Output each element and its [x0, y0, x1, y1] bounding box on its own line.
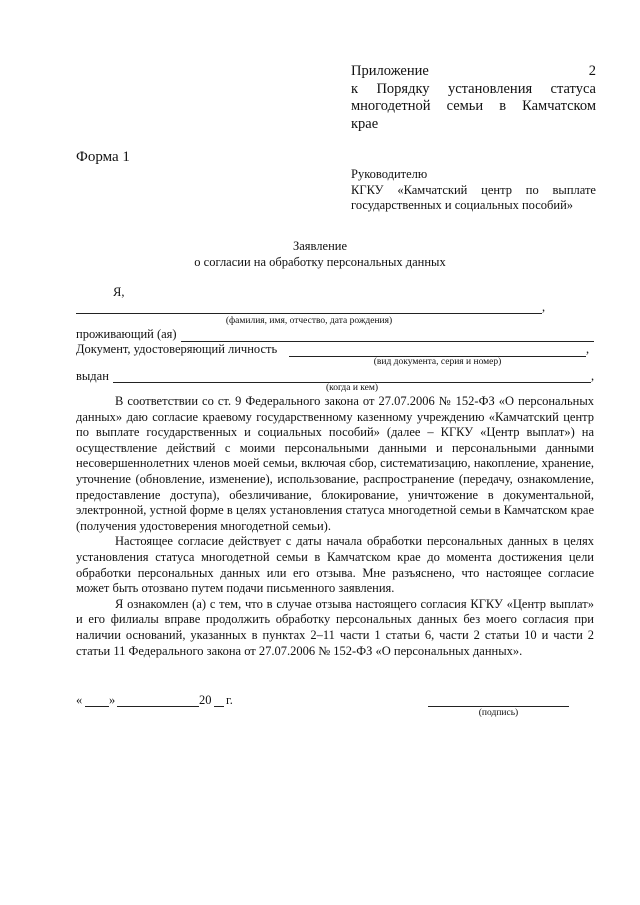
- appendix-header: [351, 63, 596, 133]
- consent-body: [76, 394, 594, 659]
- date-month-line[interactable]: [117, 706, 199, 707]
- appendix-text-line: многодетной семьи в Камчатском: [351, 98, 596, 114]
- date-year-prefix: 20: [199, 693, 212, 707]
- recipient-block: [351, 167, 596, 214]
- date-close-quote: »: [109, 693, 116, 707]
- name-hint: (фамилия, имя, отчество, дата рождения): [225, 316, 393, 326]
- issued-label: выдан: [76, 369, 109, 383]
- signature-hint: (подпись): [478, 708, 519, 718]
- consent-paragraph: Я ознакомлен (а) с тем, что в случае отзыва настоящего согласия КГКУ «Центр выплат» и его филиалы вправе продолжить обработку персональных данных без моего согласия при наличии оснований, указанных в пунктах 2–11 части 1 статьи 6, части 2 статьи 10 и части 2 статьи 11 Федерального закона от 27.07.2006 № 152-ФЗ «О персональных данных».: [76, 596, 594, 658]
- appendix-text-line: крае: [351, 115, 379, 132]
- document-line-comma: ,: [586, 342, 590, 356]
- residence-label: проживающий (ая): [76, 327, 177, 341]
- document-hint: (вид документа, серия и номер): [373, 357, 502, 367]
- consent-paragraph: В соответствии со ст. 9 Федерального закона от 27.07.2006 № 152-ФЗ «О персональных данных» даю согласие краевому государственному казенному учреждению «Камчатский центр по выплате государственных и социальных пособий» (далее – КГКУ «Центр выплат») на осуществление действий с моими персональными данными и персональными данными несовершеннолетних членов моей семьи, включая сбор, систематизацию, накопление, хранение, уточнение (обновление, изменение), использование, распространение (передачу, ознакомление, предоставление доступа), обезличивание, блокирование, уничтожение в документальной, электронной, устной форме в целях установления статуса многодетной семьи в Камчатском крае (получения удостоверения многодетной семьи).: [76, 394, 594, 533]
- form-label: Форма 1: [76, 149, 130, 165]
- recipient-org-line: государственных и социальных пособий»: [351, 198, 574, 212]
- document-label: Документ, удостоверяющий личность: [76, 342, 278, 356]
- document-subtitle: о согласии на обработку персональных данных: [194, 255, 446, 269]
- date-year-suffix: г.: [226, 693, 233, 707]
- recipient-title: Руководителю: [351, 167, 428, 181]
- name-line-comma: ,: [542, 300, 546, 314]
- date-day-line[interactable]: [85, 706, 109, 707]
- appendix-number: Приложение 2: [351, 63, 596, 79]
- issued-line-comma: ,: [591, 369, 595, 383]
- issued-hint: (когда и кем): [325, 383, 379, 393]
- signature-line[interactable]: [428, 706, 569, 707]
- date-year-line[interactable]: [214, 706, 224, 707]
- appendix-text-line: к Порядку установления статуса: [351, 80, 596, 97]
- date-open-quote: «: [76, 693, 83, 707]
- name-input-line[interactable]: [76, 313, 542, 314]
- recipient-org-line: КГКУ «Камчатский центр по выплате: [351, 182, 596, 197]
- consent-paragraph: Настоящее согласие действует с даты начала обработки персональных данных в целях установления статуса многодетной семьи в Камчатском крае до момента достижения цели обработки персональных данных или его отзыва. Мне разъяснено, что настоящее согласие может быть отозвано путем подачи письменного заявления.: [76, 534, 594, 596]
- document-title: Заявление: [292, 239, 347, 253]
- i-label: Я,: [113, 285, 125, 299]
